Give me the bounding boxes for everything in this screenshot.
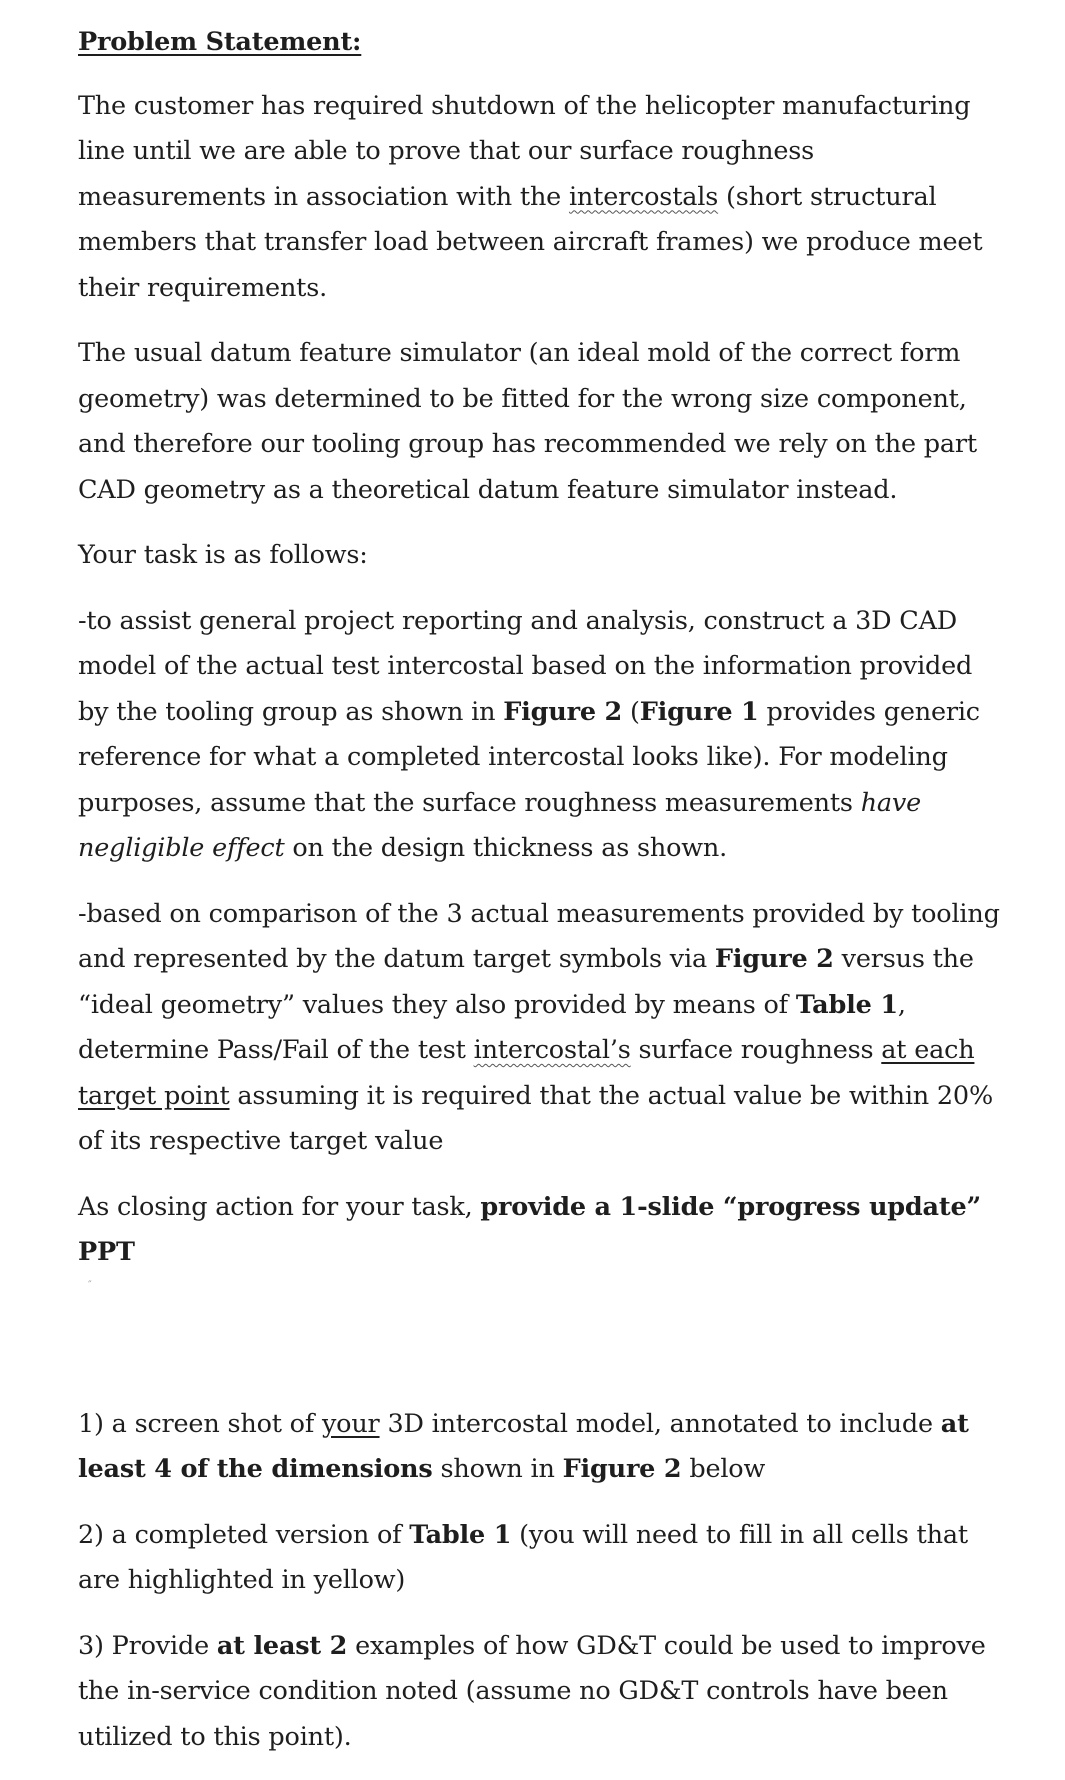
spellcheck-word: intercostal’s <box>473 1035 631 1065</box>
bold-run: Table 1 <box>409 1519 512 1550</box>
bold-run: at least 2 <box>216 1630 348 1661</box>
spellcheck-word: intercostals <box>568 181 719 212</box>
text-run: 3) Provide <box>78 1630 217 1661</box>
paragraph-task-pass-fail <box>78 892 1008 1165</box>
text-run: surface roughness <box>630 1035 882 1065</box>
text-run: (short structural members that transfer load between aircraft frames) we produce meet their requirements. <box>78 181 983 303</box>
stray-mark: ″ <box>88 1279 92 1291</box>
bold-run: Table 1 <box>795 989 898 1020</box>
paragraph-task-cad-model <box>78 599 1008 872</box>
text-run: , determine Pass/Fail of the test <box>78 989 906 1065</box>
underlined-run: at each target point <box>78 1035 975 1111</box>
bold-run: at least 4 of the dimensions <box>78 1408 969 1484</box>
paragraph-customer-requirement <box>78 84 1008 312</box>
text-run: shown in <box>432 1454 563 1484</box>
text-run: -based on comparison of the 3 actual measurements provided by tooling and represented by the datum target symbols via <box>78 898 1000 974</box>
spacer <box>78 1292 1008 1402</box>
text-run: ( <box>622 696 640 727</box>
bold-run: Figure 2 <box>562 1454 682 1484</box>
list-item-screenshot <box>78 1402 1008 1493</box>
text-run: assuming it is required that the actual value be within 20% of its respective target value <box>78 1080 993 1156</box>
bold-run: Figure 1 <box>639 696 759 727</box>
text-run: 3D intercostal model, annotated to include <box>379 1408 941 1439</box>
paragraph-datum-simulator: The usual datum feature simulator (an ideal mold of the correct form geometry) was determined to be fitted for the wrong size component, and therefore our tooling group has recommended we rely on the part CAD geometry as a theoretical datum feature simulator instead. <box>78 338 977 505</box>
text-run: on the design thickness as shown. <box>284 833 728 863</box>
text-run: -to assist general project reporting and analysis, construct a 3D CAD model of the actual test intercostal based on the information provided by the tooling group as shown in <box>78 605 973 727</box>
paragraph-task-intro: Your task is as follows: <box>78 540 368 570</box>
text-run: (you will need to fill in all cells that are highlighted in yellow) <box>78 1519 968 1595</box>
text-run: The customer has required shutdown of the helicopter manufacturing line until we are able to prove that our surface roughness measurements in association with the <box>78 90 971 212</box>
list-item-table <box>78 1513 1008 1604</box>
bold-run: Figure 2 <box>714 944 834 974</box>
document-page <box>78 20 1008 1780</box>
text-run: below <box>681 1454 766 1484</box>
bold-run: Figure 2 <box>503 696 623 727</box>
text-run: versus the “ideal geometry” values they also provided by means of <box>78 944 974 1020</box>
text-run: As closing action for your task, <box>78 1191 481 1222</box>
list-item-gdt-examples <box>78 1624 1008 1761</box>
paragraph-closing-action <box>78 1185 1008 1276</box>
text-run: provides generic reference for what a completed intercostal looks like). For modeling purposes, assume that the surface roughness measurements <box>78 696 980 818</box>
bold-run: provide a 1-slide “progress update” PPT <box>78 1191 981 1267</box>
text-run: examples of how GD&T could be used to improve the in-service condition noted (assume no GD&T controls have been utilized to this point). <box>78 1630 986 1752</box>
italic-run: have negligible effect <box>78 787 922 863</box>
text-run: 1) a screen shot of <box>78 1408 322 1439</box>
underlined-run: your <box>321 1408 380 1439</box>
page-title: Problem Statement: <box>78 27 362 57</box>
text-run: 2) a completed version of <box>78 1519 410 1550</box>
